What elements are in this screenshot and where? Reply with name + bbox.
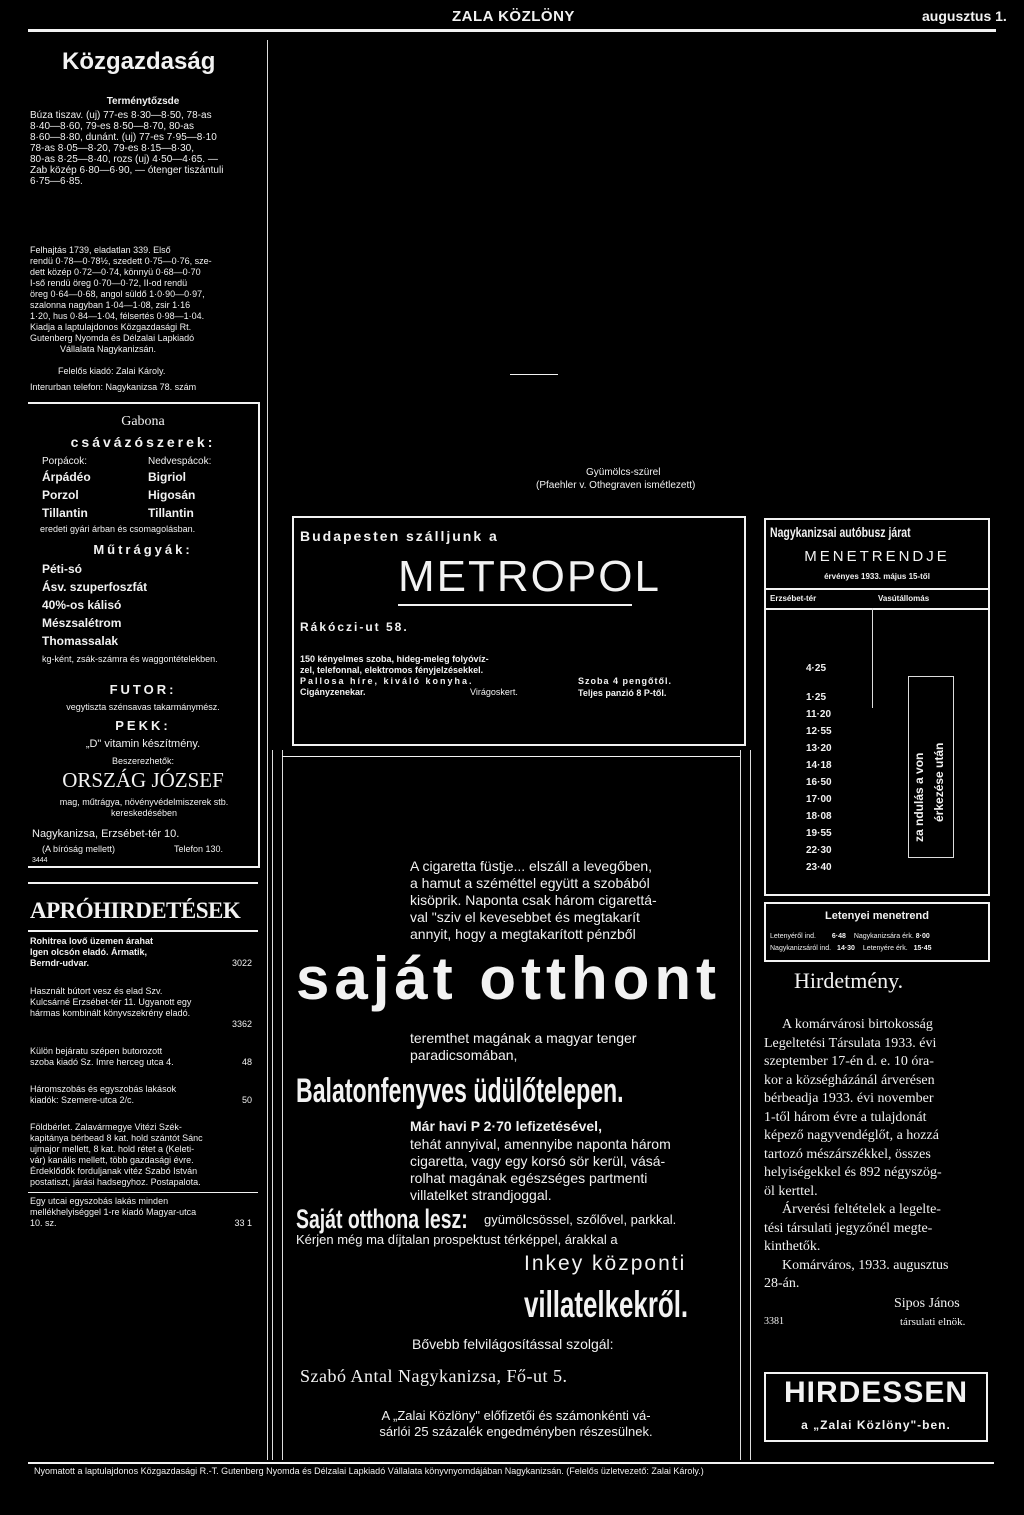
notice-line: kinthetők. [764,1239,821,1254]
classified-line: kiadók: Szemere-utca 2/c. [30,1095,135,1105]
balaton-para2 [410,1030,740,1064]
market-line: 8·60—8·80, dunánt. (uj) 77-es 7·95—8·10 [30,132,217,143]
metropol-line: 150 kényelmes szoba, hideg-meleg folyóvíz- [300,654,489,664]
letenye-cell: 15·45 [913,945,932,952]
frame-line [272,750,273,1460]
notice-line: öl kerttel. [764,1183,818,1199]
timetable-col-divider [872,608,873,708]
merchant-address: Nagykanizsa, Erzsébet-tér 10. [32,828,180,840]
notice-line: képező nagyvendéglőt, a hozzá [764,1128,939,1143]
market-report [30,110,262,187]
grain-ad-subtitle: csávázószerek: [70,434,216,450]
classified-line: vár) kanális mellett, több gazdasági évre. [30,1155,194,1165]
market-line: Zab közép 6·80—6·90, — ótenger tiszántuli [30,165,224,176]
balaton-intro [410,858,740,943]
fertilizer-item: Mészsalétrom [42,616,122,630]
timetable-rule [766,588,988,590]
livestock-line: dett közép 0·72—0·74, könnyü 0·68—0·70 [30,267,201,277]
address-note: (A bíróság mellett) [42,844,116,854]
timetable-vertical-text: érkezése után [932,742,946,822]
section-title: Közgazdaság [62,48,216,75]
classified-line: Érdeklődők forduljanak vitéz Szabó István [30,1166,198,1176]
balaton-line: kisöprik. Naponta csak három cigarettá- [410,892,657,908]
metropol-street: Rákóczi-ut 58. [300,620,409,634]
powder-header: Porpácok: [42,456,88,467]
ad-ref-number: 3444 [32,857,48,864]
pekk-title: PEKK: [115,718,171,733]
powder-item: Tillantin [42,506,88,520]
footer-rule [28,1462,994,1464]
frame-line [740,750,741,1460]
notice-ref: 3381 [764,1316,784,1327]
balaton-line: A cigaretta füstje... elszáll a levegőben, [410,858,653,874]
livestock-line: 1·20, hus 0·84—1·04, félsertés 0·98—1·04. [30,311,205,321]
classified-line: 10. sz. [30,1218,57,1228]
market-line: 80-as 8·25—8·40, rozs (uj) 4·50—4·65. — [30,154,218,165]
market-line: 6·75—6·85. [30,176,83,187]
merchant-phone: Telefon 130. [174,844,224,854]
classified-number: 50 [241,1095,252,1105]
bus-timetable [764,518,990,896]
balaton-line: a hamut a széméttel együtt a szobából [410,875,650,891]
notice-line: Árverési feltételek a legelte- [782,1202,941,1217]
fruit-ad-subtitle: (Pfaehler v. Othegraven ismétlezett) [536,480,696,491]
balaton-line: cigaretta, vagy egy korsó sör kerül, vásá- [410,1153,666,1169]
powder-item: Porzol [42,488,79,502]
classified-number: 3022 [231,958,252,968]
livestock-line: öreg 0·64—0·68, angol süldő 1·0·90—0·97, [30,289,205,299]
source-label: Beszerezhetők: [111,756,175,766]
notice-title: Hirdetmény. [794,968,904,993]
issue-date: augusztus 1. [922,8,1007,24]
pekk-text: „D" vitamin készítmény. [85,738,201,750]
newspaper-title: ZALA KÖZLÖNY [452,8,575,25]
departure-time: 16·50 [806,777,832,788]
grain-ad [28,402,260,868]
column-divider [267,40,268,1460]
market-line: 8·40—8·60, 79-es 8·50—8·70, 80-as [30,121,194,132]
balaton-line: val "sziv el kevesebbet és megtakarít [410,909,640,925]
classified-line: kapitánya bérbead 8 kat. hold szántót Sánc [30,1133,203,1143]
publisher-info [30,322,262,355]
notice-signer: Sipos János [894,1296,960,1311]
footer-imprint: Nyomatott a laptulajdonos Közgazdasági R.-T. Gutenberg Nyomda és Délzalai Lapkiadó Vállalata könyvnyomdájában Nagykanizsán. (Felelős üzletvezető: Zalai Károly.) [34,1466,704,1476]
notice-line: 1-től három évre a tulajdonát [764,1109,927,1125]
notice-line: tartozó mészárszékkel, összes [764,1146,931,1162]
liquid-item: Bigriol [148,470,186,484]
metropol-details [300,654,560,698]
timetable-title: Nagykanizsai autóbusz járat [770,524,911,540]
metropol-underline [398,604,632,606]
company-name-2: villatelkekről. [524,1284,689,1325]
notice-signer-title: társulati elnök. [900,1316,966,1328]
grain-ad-note: eredeti gyári árban és csomagolásban. [40,524,196,534]
classified-line: Berndr-udvar. [30,958,90,968]
departure-time: 14·18 [806,760,832,771]
letenye-cell: Nagykanizsáról ind. [770,945,832,952]
letenye-cell: Nagykanizsára érk. [853,933,914,940]
letenye-cell: 8·00 [915,933,930,940]
metropol-board-price: Teljes panzió 8 P-től. [578,688,667,698]
notice-line: Komárváros, 1933. augusztus [782,1257,949,1273]
liquid-item: Tillantin [148,506,194,520]
departure-time: 17·00 [806,794,832,805]
own-home-heading: Saját otthona lesz: [296,1204,468,1234]
classified-line: Kulcsárné Erzsébet-tér 11. Ugyanott egy [30,997,192,1007]
letenye-cell: 6·48 [831,933,846,940]
liquid-item: Higosán [148,488,196,502]
classifieds-rule-top [28,882,258,884]
departure-time: 19·55 [806,828,832,839]
metropol-line: zel, telefonnal, elektromos fényjelzésekkel. [300,665,484,675]
timetable-col1: Erzsébet-tér [770,594,817,603]
classified-line: Külön bejáratu szépen butorozott [30,1046,163,1056]
timetable-times [806,660,846,876]
timetable-col2: Vasútállomás [878,594,930,603]
timetable-valid: érvényes 1933. május 15-től [824,572,930,581]
classified-ad [30,936,256,969]
classified-line: Rohitrea lovő üzemen árahat [30,936,154,946]
livestock-line: I-ső rendü öreg 0·70—0·72, II-od rendü [30,278,188,288]
departure-time: 4·25 [806,663,827,674]
frame-line [282,750,283,1460]
publisher-line: Kiadja a laptulajdonos Közgazdasági Rt. [30,322,192,332]
own-home-tail: gyümölcsössel, szőlővel, parkkal. [484,1212,677,1227]
grain-ad-title: Gabona [121,414,165,429]
short-rule [510,374,558,375]
info-label: Bővebb felvilágosítással szolgál: [412,1336,614,1352]
departure-time: 13·20 [806,743,832,754]
classified-line: Földbérlet. Zalavármegye Vitézi Szék- [30,1122,182,1132]
letenye-cell: 14·30 [837,945,855,952]
fertilizer-title: Műtrágyák: [93,542,193,557]
balaton-line: paradicsomában, [410,1047,518,1063]
subscriber-line: A „Zalai Közlöny" előfizetői és számonkénti vá- [381,1408,651,1423]
classified-ad [30,1122,256,1188]
letenye-row [770,932,988,942]
classified-line: Egy utcai egyszobás lakás minden [30,1196,169,1206]
letenye-title: Letenyei menetrend [825,910,929,922]
classified-number: 33 1 [234,1218,252,1228]
livestock-line: Felhajtás 1739, eladatlan 339. Első [30,245,171,255]
metropol-name: METROPOL [398,552,661,601]
futor-text: vegytiszta szénsavas takarmánymész. [66,702,220,712]
metropol-line: Cigányzenekar. [300,687,366,697]
market-line: 78-as 8·05—8·20, 79-es 8·15—8·30, [30,143,194,154]
market-line: Búza tiszav. (uj) 77-es 8·30—8·50, 78-as [30,110,212,121]
market-title: Terménytőzsde [106,96,180,107]
departure-time: 1·25 [806,692,827,703]
livestock-line: rendü 0·78—0·78½, szedett 0·75—0·76, sze- [30,256,212,266]
frame-line [282,756,740,757]
letenye-cell: Letenyéről ind. [770,933,816,940]
classified-ad [30,1046,256,1068]
balaton-line: rolhat magának egészséges partmenti [410,1170,648,1186]
letenye-row [770,944,988,954]
notice-line: szeptember 17-én d. e. 10 óra- [764,1054,934,1069]
balaton-resort: Balatonfenyves üdülőtelepen. [296,1072,624,1110]
fertilizer-item: Ásv. szuperfoszfát [42,580,148,594]
classified-number: 3362 [231,1019,252,1029]
notice-line: helyiségekkel és 892 négyszög- [764,1165,942,1180]
classified-number: 48 [241,1057,252,1067]
subscriber-line: sárlói 25 százalék engedményben részesülnek. [379,1424,653,1439]
promo-box [764,1372,988,1442]
merchant-desc: mag, műtrágya, növényvédelmiszerek stb. kereskedésében [59,797,229,818]
promo-big: HIRDESSEN [783,1376,969,1409]
departure-time: 23·40 [806,862,832,873]
balaton-line: annyit, hogy a megtakarított pénzből [410,926,636,942]
balaton-para3 [410,1136,740,1204]
departure-time: 12·55 [806,726,832,737]
fertilizer-item: 40%-os kálisó [42,598,122,612]
futor-title: FUTOR: [109,682,177,697]
notice-line: kor a községházánál árverésen [764,1072,935,1088]
promo-small: a „Zalai Közlöny"-ben. [801,1418,951,1432]
livestock-report [30,245,262,322]
metropol-line: Pallosa híre, kiváló konyha. [300,676,474,686]
fertilizer-item: Thomassalak [42,634,119,648]
departure-time: 18·08 [806,811,832,822]
departure-time: 11·20 [806,709,832,720]
agent-address: Szabó Antal Nagykanizsa, Fő-ut 5. [300,1366,568,1386]
publisher-line: Gutenberg Nyomda és Délzalai Lapkiadó [30,333,195,343]
classified-line: Igen olcsón eladó. Ármatik, [30,947,148,957]
balaton-line: teremthet magának a magyar tenger [410,1030,637,1046]
subscriber-note [296,1408,736,1440]
metropol-room-price: Szoba 4 pengőtől. [578,676,673,686]
header-rule [28,29,996,32]
classifieds-title: APRÓHIRDETÉSEK [30,898,241,923]
liquid-header: Nedvespácok: [148,456,212,467]
classified-line: hármas kombinált könyvszekrény eladó. [30,1008,191,1018]
powder-item: Árpádéo [42,470,91,484]
classified-line: Háromszobás és egyszobás lakások [30,1084,177,1094]
company-name: Inkey központi [524,1252,687,1275]
merchant-name: ORSZÁG JÓZSEF [62,768,224,792]
metropol-garden: Virágoskert. [470,687,518,697]
classified-ad [30,986,256,1030]
balaton-headline: saját otthont [296,945,721,1012]
notice-line: 28-án. [764,1276,800,1291]
notice-line: tési társulati jegyzőnél megte- [764,1220,933,1236]
departure-time: 22·30 [806,845,832,856]
timetable-subtitle: MENETRENDJE [804,548,950,565]
livestock-line: szalonna nagyban 1·04—1·08, zsir 1·16 [30,300,191,310]
classifieds-rule [28,930,258,932]
fertilizer-item: Péti-só [42,562,83,576]
balaton-line: villatelket strandjoggal. [410,1187,552,1203]
editor-line: Felelős kiadó: Zalai Károly. [58,366,166,376]
classified-line: postatiszt, járási hadsegyhoz. Postapalota. [30,1177,201,1187]
classified-line: Használt bútort vesz és elad Szv. [30,986,163,996]
classified-ad [30,1196,256,1229]
classified-line: mellékhelyiséggel 1-re kiadó Magyar-utca [30,1207,197,1217]
letenye-cell: Letenyére érk. [862,945,908,952]
phone-line: Interurban telefon: Nagykanizsa 78. szám [30,382,197,392]
balaton-offer: Már havi P 2·70 lefizetésével, [410,1118,602,1134]
metropol-intro: Budapesten szálljunk a [300,528,499,544]
frame-line [750,750,751,1460]
timetable-rule [766,608,988,610]
metropol-ad [292,516,746,746]
classified-line: ujmajor mellett, 8 kat. hold rétet a (Keleti- [30,1144,195,1154]
balaton-line: tehát annyival, amennyibe naponta három [410,1136,671,1152]
notice-body [764,1016,994,1294]
classified-line: szoba kiadó Sz. Imre herceg utca 4. [30,1057,174,1067]
letenye-timetable [764,902,990,962]
classified-divider [28,1192,258,1193]
fruit-ad-title: Gyümölcs-szürel [586,467,661,478]
fertilizer-note: kg-ként, zsák-számra és waggontételekben. [42,654,218,664]
timetable-vertical-text: za ndulás a von [912,752,926,842]
publisher-line: Vállalata Nagykanizsán. [60,344,157,354]
notice-line: bérbeadja 1933. évi november [764,1091,934,1106]
notice-line: Legeltetési Társulata 1933. évi [764,1035,937,1051]
prospect-request: Kérjen még ma díjtalan prospektust térképpel, árakkal a [296,1232,618,1247]
notice-line: A komárvárosi birtokosság [782,1017,933,1032]
classified-ad [30,1084,256,1106]
